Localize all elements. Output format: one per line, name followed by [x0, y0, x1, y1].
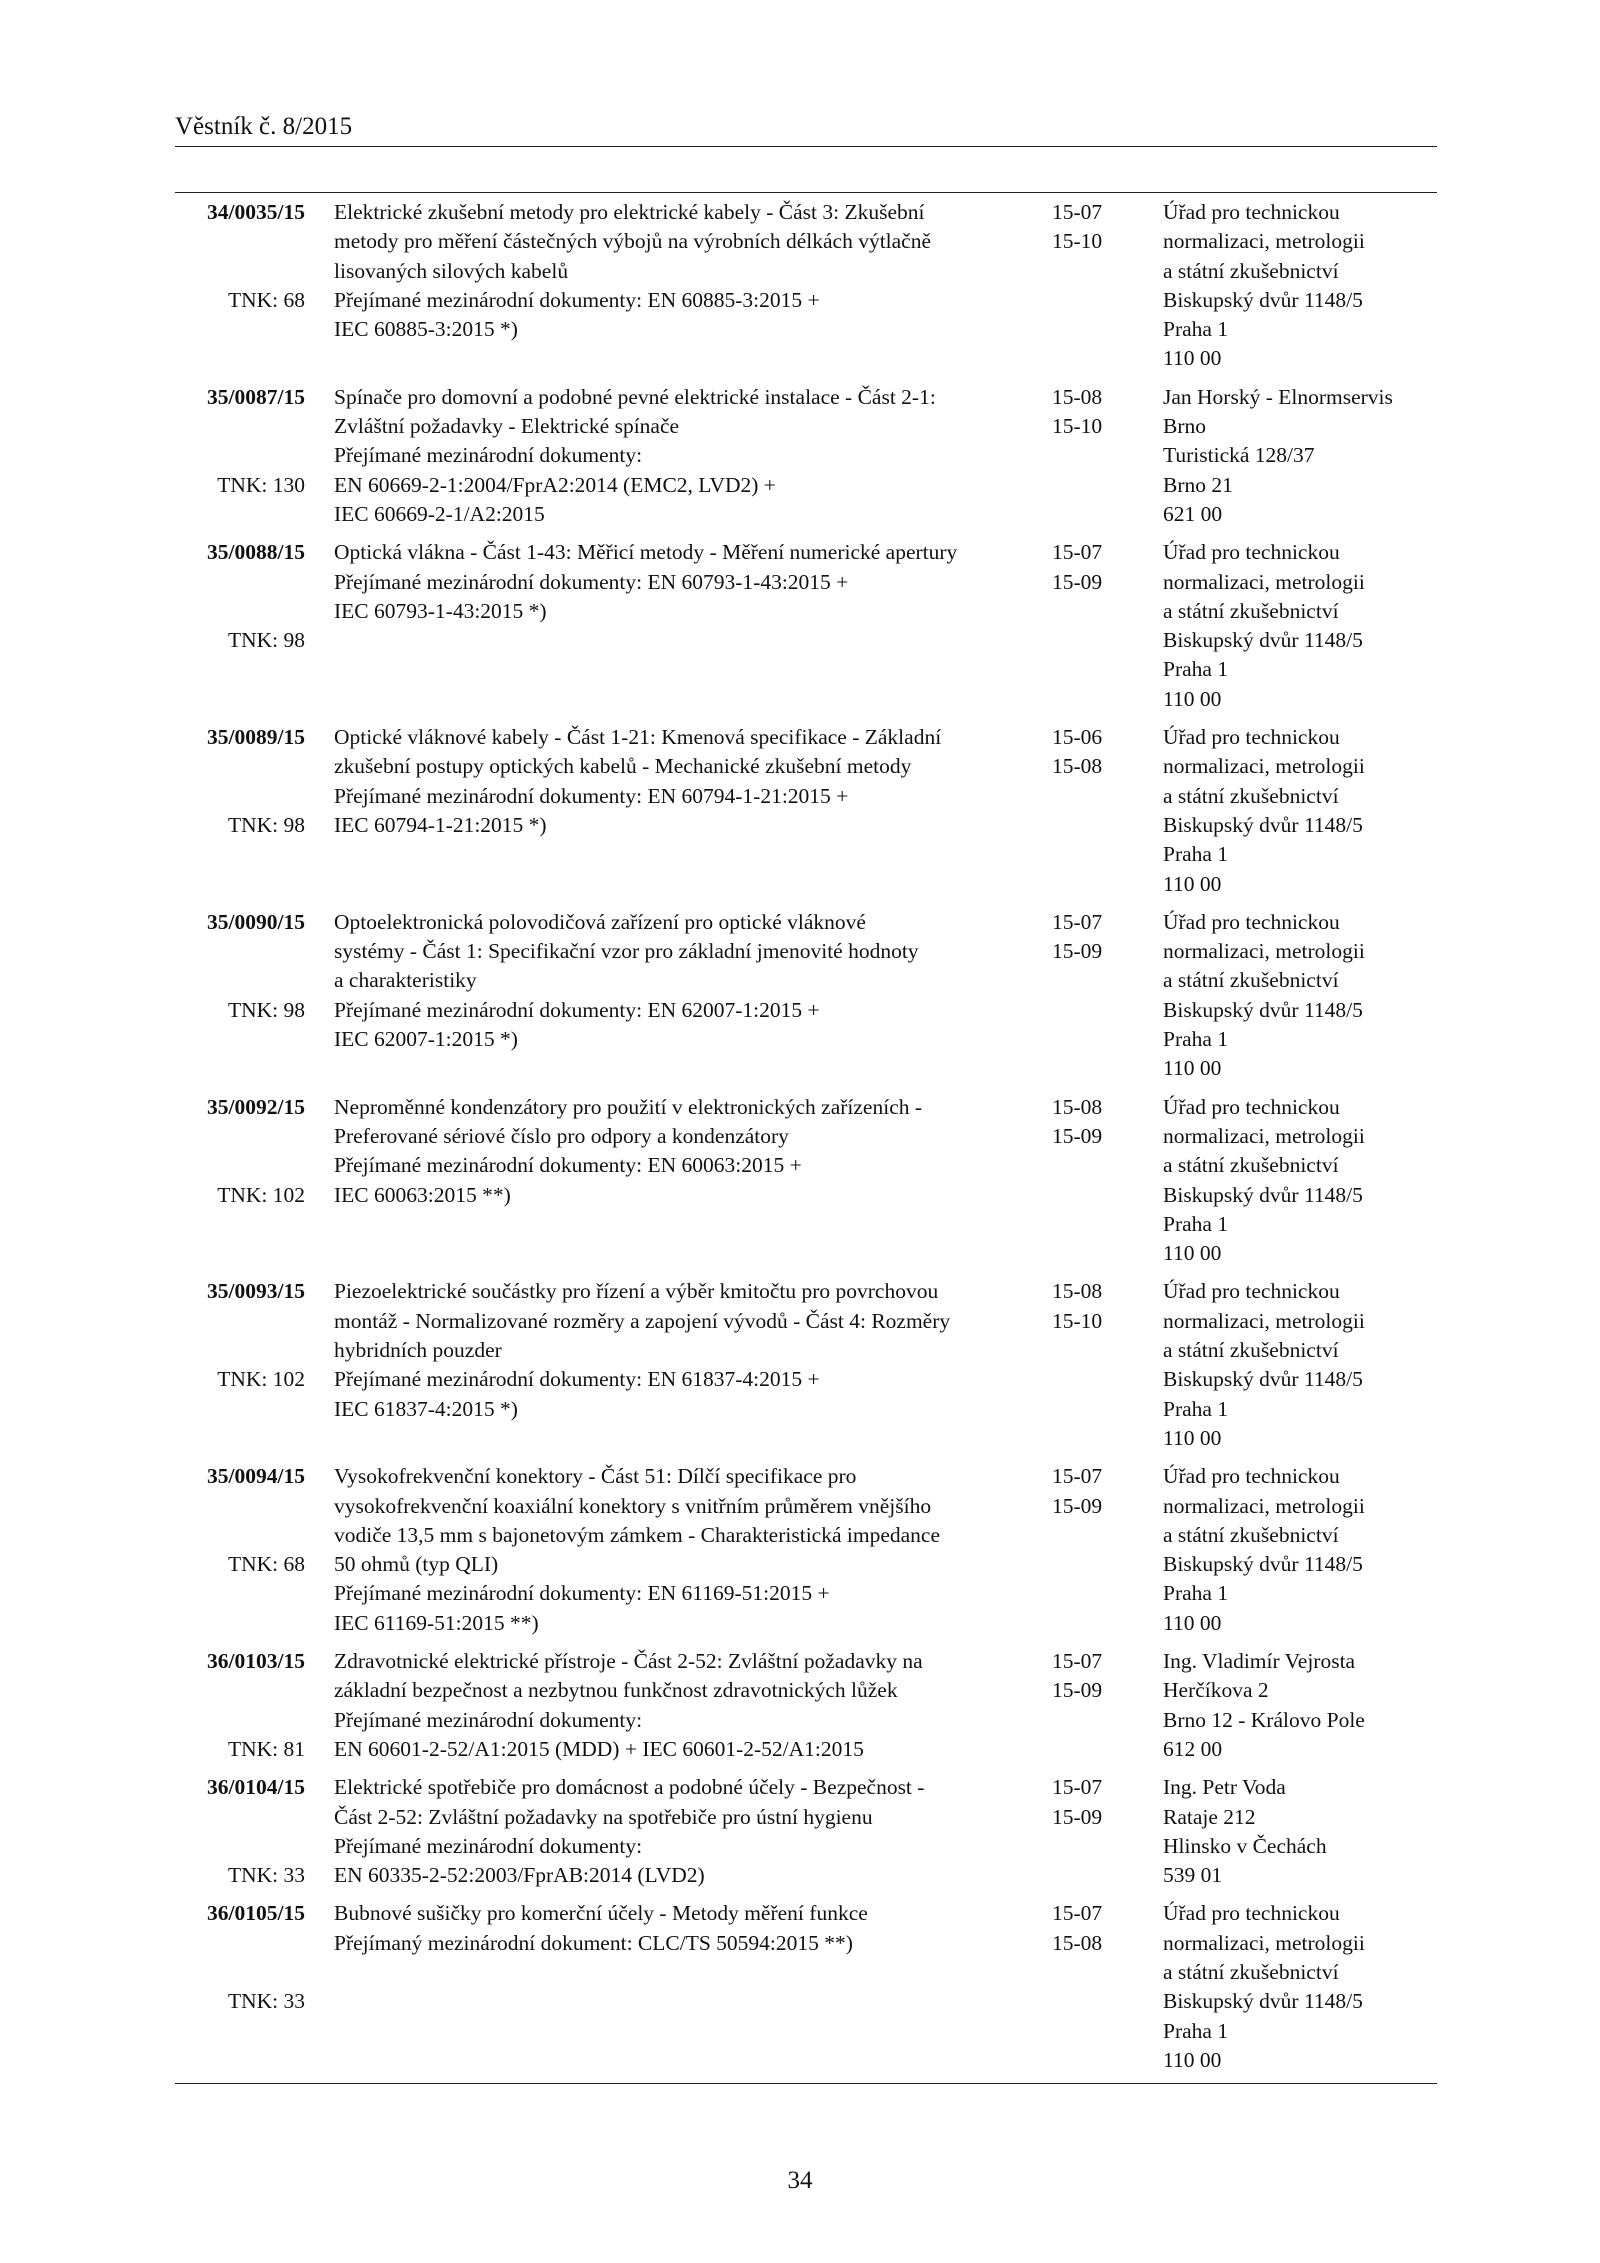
entry-id: 34/0035/15 [207, 200, 305, 224]
journal-title: Věstník č. 8/2015 [175, 113, 353, 140]
table-row [175, 908, 1437, 1093]
entry-contact [1163, 908, 1453, 1084]
entry-tnk: TNK: 130 [217, 472, 305, 497]
date-line: 15-07 [1052, 1464, 1103, 1489]
contact-line: 110 00 [1163, 1056, 1222, 1081]
contact-line: normalizaci, metrologii [1163, 1493, 1365, 1518]
entry-contact [1163, 198, 1453, 374]
description-line: vodiče 13,5 mm s bajonetovým zámkem - Charakteristická impedance [334, 1522, 940, 1547]
contact-line: Úřad pro technickou [1163, 540, 1340, 565]
contact-line: Biskupský dvůr 1148/5 [1163, 628, 1363, 653]
entry-id-column [175, 383, 305, 497]
contact-line: 612 00 [1163, 1736, 1223, 1761]
date-line: 15-06 [1052, 725, 1103, 750]
entry-contact [1163, 1773, 1453, 1890]
entry-dates [1052, 1773, 1142, 1832]
description-line: Přejímané mezinárodní dokumenty: EN 61837-4:2015 + [334, 1367, 820, 1392]
date-line: 15-07 [1052, 1901, 1103, 1926]
entry-tnk: TNK: 98 [227, 628, 305, 653]
description-line: zkušební postupy optických kabelů - Mechanické zkušební metody [334, 754, 912, 779]
contact-line: Biskupský dvůr 1148/5 [1163, 1552, 1363, 1577]
contact-line: Biskupský dvůr 1148/5 [1163, 1367, 1363, 1392]
contact-line: a státní zkušebnictví [1163, 968, 1339, 993]
entry-contact [1163, 723, 1453, 899]
contact-line: Biskupský dvůr 1148/5 [1163, 1989, 1363, 2014]
entry-id: 35/0093/15 [207, 1279, 305, 1304]
contact-line: 621 00 [1163, 501, 1223, 526]
contact-line: 110 00 [1163, 346, 1222, 371]
description-line: Přejímané mezinárodní dokumenty: EN 60885-3:2015 + [334, 287, 820, 312]
description-line: Část 2-52: Zvláštní požadavky na spotřebiče pro ústní hygienu [334, 1804, 873, 1829]
table-row [175, 723, 1437, 908]
date-line: 15-08 [1052, 1930, 1103, 1955]
date-line: 15-10 [1052, 229, 1103, 254]
description-line: Piezoelektrické součástky pro řízení a výběr kmitočtu pro povrchovou [334, 1279, 939, 1304]
date-line: 15-08 [1052, 1094, 1103, 1119]
table-row [175, 1277, 1437, 1462]
description-line: EN 60669-2-1:2004/FprA2:2014 (EMC2, LVD2) + [334, 472, 776, 497]
entry-contact [1163, 1647, 1453, 1764]
description-line: Optické vláknové kabely - Část 1-21: Kmenová specifikace - Základní [334, 725, 942, 750]
contact-line: normalizaci, metrologii [1163, 939, 1365, 964]
contact-line: Úřad pro technickou [1163, 1464, 1340, 1489]
contact-line: 110 00 [1163, 2047, 1222, 2072]
contact-line: 110 00 [1163, 1241, 1222, 1266]
description-line: Optická vlákna - Část 1-43: Měřicí metody - Měření numerické apertury [334, 540, 958, 565]
entry-contact [1163, 1462, 1453, 1638]
entry-tnk: TNK: 98 [227, 997, 305, 1022]
standards-table [175, 198, 1437, 2084]
contact-line: 110 00 [1163, 1610, 1222, 1635]
description-line: Optoelektronická polovodičová zařízení pro optické vláknové [334, 909, 866, 934]
entry-id-column [175, 1773, 305, 1888]
description-line: montáž - Normalizované rozměry a zapojení vývodů - Část 4: Rozměry [334, 1308, 951, 1333]
contact-line: Úřad pro technickou [1163, 1094, 1340, 1119]
entry-id: 36/0103/15 [207, 1649, 305, 1674]
table-row [175, 1093, 1437, 1278]
contact-line: 539 01 [1163, 1863, 1223, 1888]
entry-contact [1163, 1093, 1453, 1269]
entry-id: 35/0088/15 [207, 540, 305, 565]
contact-line: Úřad pro technickou [1163, 725, 1340, 750]
contact-line: normalizaci, metrologii [1163, 569, 1365, 594]
contact-line: Praha 1 [1163, 2018, 1229, 2043]
date-line: 15-08 [1052, 754, 1103, 779]
contact-line: a státní zkušebnictví [1163, 1338, 1339, 1363]
entry-id-column [175, 908, 305, 1022]
table-row [175, 1647, 1437, 1773]
contact-line: 110 00 [1163, 871, 1222, 896]
entry-tnk: TNK: 81 [227, 1736, 305, 1761]
entry-dates [1052, 1277, 1142, 1336]
entry-id-column [175, 538, 305, 653]
description-line: IEC 62007-1:2015 *) [334, 1027, 518, 1052]
entry-contact [1163, 538, 1453, 714]
description-line: Přejímané mezinárodní dokumenty: EN 60794-1-21:2015 + [334, 783, 849, 808]
contact-line: Praha 1 [1163, 1211, 1229, 1236]
entry-id-column [175, 198, 305, 312]
description-line: základní bezpečnost a nezbytnou funkčnost zdravotnických lůžek [334, 1678, 898, 1703]
contact-line: a státní zkušebnictví [1163, 783, 1339, 808]
contact-line: Biskupský dvůr 1148/5 [1163, 997, 1363, 1022]
contact-line: a státní zkušebnictví [1163, 1522, 1339, 1547]
entry-id-column [175, 1093, 305, 1207]
description-line: IEC 60793-1-43:2015 *) [334, 598, 547, 623]
description-line: Přejímané mezinárodní dokumenty: EN 61169-51:2015 + [334, 1581, 830, 1606]
contact-line: Ing. Vladimír Vejrosta [1163, 1649, 1356, 1674]
contact-line: Hlinsko v Čechách [1163, 1833, 1327, 1858]
contact-line: Praha 1 [1163, 842, 1229, 867]
contact-line: Brno 21 [1163, 472, 1233, 497]
description-line: Zdravotnické elektrické přístroje - Část 2-52: Zvláštní požadavky na [334, 1649, 923, 1674]
entry-id: 36/0105/15 [207, 1901, 305, 1926]
description-line: Spínače pro domovní a podobné pevné elektrické instalace - Část 2-1: [334, 384, 936, 409]
description-line: EN 60335-2-52:2003/FprAB:2014 (LVD2) [334, 1863, 705, 1888]
table-row [175, 383, 1437, 539]
contact-line: normalizaci, metrologii [1163, 754, 1365, 779]
contact-line: Turistická 128/37 [1163, 443, 1315, 468]
entry-id-column [175, 1899, 305, 2014]
contact-line: normalizaci, metrologii [1163, 229, 1365, 254]
description-line: IEC 60885-3:2015 *) [334, 317, 518, 342]
contact-line: Praha 1 [1163, 1027, 1229, 1052]
contact-line: Brno [1163, 414, 1206, 439]
contact-line: Biskupský dvůr 1148/5 [1163, 1182, 1363, 1207]
date-line: 15-09 [1052, 1493, 1103, 1518]
description-line: lisovaných silových kabelů [334, 258, 569, 283]
date-line: 15-08 [1052, 1279, 1103, 1304]
entry-dates [1052, 723, 1142, 782]
description-line: Přejímané mezinárodní dokumenty: EN 62007-1:2015 + [334, 997, 820, 1022]
date-line: 15-07 [1052, 1649, 1103, 1674]
description-line: Neproměnné kondenzátory pro použití v elektronických zařízeních - [334, 1094, 923, 1119]
description-line: IEC 60794-1-21:2015 *) [334, 812, 547, 837]
entry-id: 35/0089/15 [207, 725, 305, 750]
contact-line: Praha 1 [1163, 317, 1229, 342]
date-line: 15-09 [1052, 569, 1103, 594]
contact-line: Ing. Petr Voda [1163, 1775, 1286, 1800]
contact-line: 110 00 [1163, 1425, 1222, 1450]
contact-line: a státní zkušebnictví [1163, 598, 1339, 623]
table-top-rule [175, 192, 1437, 193]
description-line: IEC 60063:2015 **) [334, 1182, 511, 1207]
entry-dates [1052, 1647, 1142, 1706]
description-line: Přejímané mezinárodní dokumenty: EN 60793-1-43:2015 + [334, 569, 849, 594]
entry-tnk: TNK: 33 [227, 1989, 305, 2014]
contact-line: Rataje 212 [1163, 1804, 1256, 1829]
description-line: IEC 61169-51:2015 **) [334, 1610, 539, 1635]
entry-dates [1052, 198, 1142, 257]
date-line: 15-08 [1052, 384, 1103, 409]
entry-dates [1052, 538, 1142, 597]
entry-tnk: TNK: 68 [227, 1552, 305, 1577]
description-line: IEC 60669-2-1/A2:2015 [334, 501, 545, 526]
table-row [175, 1773, 1437, 1899]
description-line: IEC 61837-4:2015 *) [334, 1396, 518, 1421]
entry-tnk: TNK: 102 [217, 1367, 305, 1392]
table-bottom-rule [175, 2083, 1437, 2084]
entry-dates [1052, 1093, 1142, 1152]
entry-dates [1052, 383, 1142, 442]
description-line: metody pro měření částečných výbojů na výrobních délkách výtlačně [334, 229, 932, 254]
contact-line: normalizaci, metrologii [1163, 1123, 1365, 1148]
entry-tnk: TNK: 68 [227, 287, 305, 312]
page-number: 34 [787, 2167, 813, 2194]
date-line: 15-09 [1052, 1804, 1103, 1829]
table-row [175, 1899, 1437, 2084]
entry-contact [1163, 1899, 1453, 2075]
contact-line: Brno 12 - Královo Pole [1163, 1707, 1365, 1732]
contact-line: a státní zkušebnictví [1163, 1960, 1339, 1985]
description-line: Zvláštní požadavky - Elektrické spínače [334, 414, 680, 439]
description-line: vysokofrekvenční koaxiální konektory s vnitřním průměrem vnějšího [334, 1493, 932, 1518]
contact-line: Herčíkova 2 [1163, 1678, 1269, 1703]
date-line: 15-07 [1052, 909, 1103, 934]
entry-dates [1052, 1899, 1142, 1958]
contact-line: Biskupský dvůr 1148/5 [1163, 812, 1363, 837]
entry-id: 35/0092/15 [207, 1094, 305, 1119]
date-line: 15-10 [1052, 1308, 1103, 1333]
description-line: a charakteristiky [334, 968, 477, 993]
contact-line: 110 00 [1163, 686, 1222, 711]
contact-line: normalizaci, metrologii [1163, 1308, 1365, 1333]
entry-id-column [175, 1277, 305, 1392]
description-line: Elektrické zkušební metody pro elektrické kabely - Část 3: Zkušební [334, 200, 925, 224]
contact-line: Úřad pro technickou [1163, 1279, 1340, 1304]
contact-line: a státní zkušebnictví [1163, 1153, 1339, 1178]
description-line: Přejímané mezinárodní dokumenty: [334, 1833, 643, 1858]
contact-line: Úřad pro technickou [1163, 200, 1340, 224]
page-header [175, 112, 1437, 147]
description-line: Elektrické spotřebiče pro domácnost a podobné účely - Bezpečnost - [334, 1775, 925, 1800]
contact-line: normalizaci, metrologii [1163, 1930, 1365, 1955]
date-line: 15-10 [1052, 414, 1103, 439]
table-row [175, 198, 1437, 383]
entry-id: 35/0090/15 [207, 909, 305, 934]
contact-line: Jan Horský - Elnormservis [1163, 384, 1393, 409]
entry-contact [1163, 383, 1453, 529]
date-line: 15-07 [1052, 540, 1103, 565]
date-line: 15-09 [1052, 939, 1103, 964]
contact-line: a státní zkušebnictví [1163, 258, 1339, 283]
description-line: Přejímané mezinárodní dokumenty: EN 60063:2015 + [334, 1153, 802, 1178]
table-row [175, 538, 1437, 723]
entry-id-column [175, 1647, 305, 1761]
description-line: hybridních pouzder [334, 1338, 502, 1363]
description-line: 50 ohmů (typ QLI) [334, 1552, 499, 1577]
entry-tnk: TNK: 98 [227, 812, 305, 837]
date-line: 15-07 [1052, 1775, 1103, 1800]
entry-id: 36/0104/15 [207, 1775, 305, 1800]
entry-contact [1163, 1277, 1453, 1453]
contact-line: Úřad pro technickou [1163, 909, 1340, 934]
contact-line: Biskupský dvůr 1148/5 [1163, 287, 1363, 312]
entry-id-column [175, 723, 305, 837]
entry-id-column [175, 1462, 305, 1577]
entry-dates [1052, 1462, 1142, 1521]
description-line: Vysokofrekvenční konektory - Část 51: Dílčí specifikace pro [334, 1464, 857, 1489]
description-line: systémy - Část 1: Specifikační vzor pro základní jmenovité hodnoty [334, 939, 919, 964]
entry-tnk: TNK: 33 [227, 1863, 305, 1888]
contact-line: Praha 1 [1163, 657, 1229, 682]
entry-dates [1052, 908, 1142, 967]
description-line: Přejímané mezinárodní dokumenty: [334, 1707, 643, 1732]
description-line: EN 60601-2-52/A1:2015 (MDD) + IEC 60601-2-52/A1:2015 [334, 1736, 864, 1761]
entry-tnk: TNK: 102 [217, 1182, 305, 1207]
contact-line: Praha 1 [1163, 1396, 1229, 1421]
description-line: Bubnové sušičky pro komerční účely - Metody měření funkce [334, 1901, 868, 1926]
description-line: Přejímané mezinárodní dokumenty: [334, 443, 643, 468]
date-line: 15-09 [1052, 1678, 1103, 1703]
description-line: Preferované sériové číslo pro odpory a kondenzátory [334, 1123, 789, 1148]
date-line: 15-09 [1052, 1123, 1103, 1148]
contact-line: Úřad pro technickou [1163, 1901, 1340, 1926]
table-row [175, 1462, 1437, 1647]
description-line: Přejímaný mezinárodní dokument: CLC/TS 50594:2015 **) [334, 1930, 853, 1955]
contact-line: Praha 1 [1163, 1581, 1229, 1606]
entry-id: 35/0087/15 [207, 384, 305, 409]
date-line: 15-07 [1052, 200, 1103, 224]
entry-id: 35/0094/15 [207, 1464, 305, 1489]
